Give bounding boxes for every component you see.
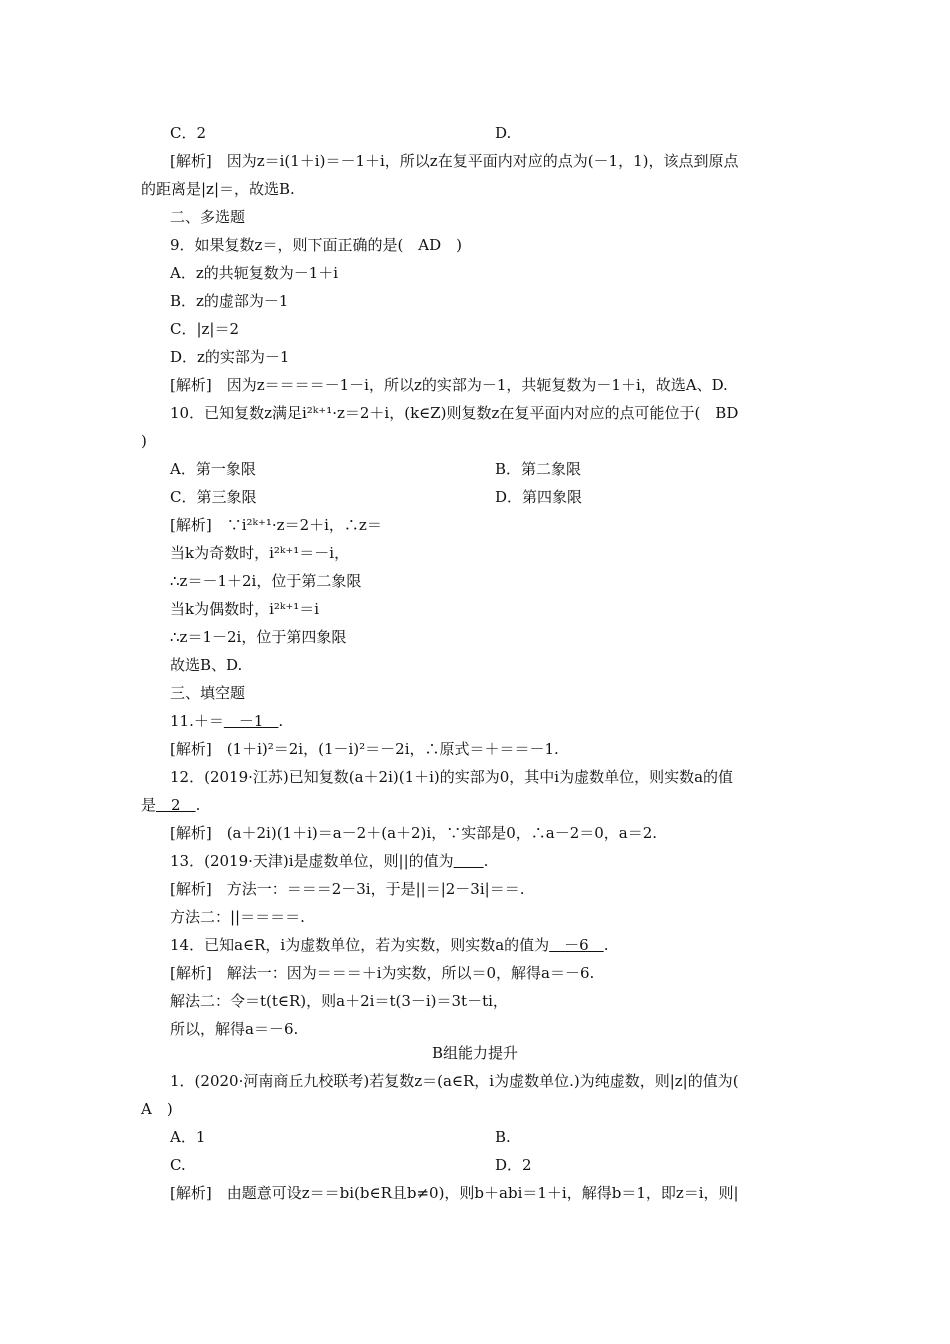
solution-line: 故选B、D. bbox=[170, 656, 243, 674]
question-10-cont: ) bbox=[141, 432, 147, 450]
option-b: B．z的虚部为－1 bbox=[170, 292, 289, 310]
option-a: A．第一象限 bbox=[170, 460, 256, 478]
solution-line: [解析] 因为z＝i(1＋i)＝－1＋i，所以z在复平面内对应的点为(－1，1)，该点到原点 bbox=[170, 152, 739, 170]
option-d: D. bbox=[495, 124, 512, 142]
option-c: C．第三象限 bbox=[170, 488, 257, 506]
option-b: B. bbox=[495, 1128, 511, 1146]
option-a: A．1 bbox=[170, 1128, 206, 1146]
section-heading: 二、多选题 bbox=[170, 208, 246, 226]
solution-line: [解析] 由题意可设z＝＝bi(b∈R且b≠0)，则b＋abi＝1＋i，解得b＝1，即z＝i，则| bbox=[170, 1184, 739, 1202]
solution-line: [解析] (1＋i)²＝2i，(1－i)²＝－2i，∴原式＝＋＝＝－1. bbox=[170, 740, 559, 758]
answer-blank: 2 bbox=[156, 796, 196, 814]
answer-blank: －6 bbox=[549, 936, 604, 954]
punct: . bbox=[483, 852, 489, 870]
punct: . bbox=[195, 796, 201, 814]
solution-line: 解法二：令＝t(t∈R)，则a＋2i＝t(3－i)＝3t－ti， bbox=[170, 992, 508, 1010]
option-c: C．|z|＝2 bbox=[170, 320, 240, 338]
question-b1-cont: A ) bbox=[141, 1100, 173, 1118]
solution-line: ∴z＝1－2i，位于第四象限 bbox=[170, 628, 347, 646]
group-heading: B组能力提升 bbox=[431, 1044, 519, 1062]
solution-line: ∴z＝－1＋2i，位于第二象限 bbox=[170, 572, 362, 590]
question-13 bbox=[170, 851, 488, 871]
solution-line: [解析] 方法一：＝＝＝2－3i，于是||＝|2－3i|＝＝. bbox=[170, 880, 525, 898]
punct: . bbox=[278, 712, 284, 730]
option-b: B．第二象限 bbox=[495, 460, 582, 478]
option-c: C．2 bbox=[170, 124, 207, 142]
answer-blank: －1 bbox=[223, 712, 279, 730]
solution-line: [解析] 解法一：因为＝＝＝＋i为实数，所以＝0，解得a＝－6. bbox=[170, 964, 595, 982]
solution-line: 方法二：||＝＝＝＝. bbox=[170, 908, 305, 926]
solution-line: [解析] 因为z＝＝＝＝－1－i，所以z的实部为－1，共轭复数为－1＋i，故选A、D. bbox=[170, 376, 728, 394]
solution-line: 当k为偶数时，i²ᵏ⁺¹＝i bbox=[170, 600, 320, 618]
solution-line: [解析] ∵i²ᵏ⁺¹·z＝2＋i，∴z＝ bbox=[170, 516, 382, 534]
option-d: D．2 bbox=[495, 1156, 532, 1174]
solution-line: [解析] (a＋2i)(1＋i)＝a－2＋(a＋2)i，∵实部是0，∴a－2＝0，a＝2. bbox=[170, 824, 658, 842]
option-a: A．z的共轭复数为－1＋i bbox=[170, 264, 339, 282]
question-9: 9．如果复数z＝，则下面正确的是( AD ) bbox=[170, 236, 463, 254]
punct: . bbox=[603, 936, 609, 954]
solution-line: 当k为奇数时，i²ᵏ⁺¹＝－i， bbox=[170, 544, 350, 562]
question-text: 14．已知a∈R，i为虚数单位，若为实数，则实数a的值为 bbox=[170, 936, 550, 954]
question-text: 11.＋＝ bbox=[170, 712, 224, 730]
option-d: D．z的实部为－1 bbox=[170, 348, 290, 366]
option-c: C. bbox=[170, 1156, 186, 1174]
solution-line: 所以，解得a＝－6. bbox=[170, 1020, 299, 1038]
question-b1: 1．(2020·河南商丘九校联考)若复数z＝(a∈R，i为虚数单位.)为纯虚数，则|z|的值为( bbox=[170, 1072, 739, 1090]
question-10: 10．已知复数z满足i²ᵏ⁺¹·z＝2＋i，(k∈Z)则复数z在复平面内对应的点可能位于( BD bbox=[170, 404, 739, 422]
section-heading: 三、填空题 bbox=[170, 684, 246, 702]
question-14 bbox=[170, 935, 609, 955]
question-12: 12．(2019·江苏)已知复数(a＋2i)(1＋i)的实部为0，其中i为虚数单位，则实数a的值 bbox=[170, 768, 734, 786]
question-text: 是 bbox=[141, 796, 157, 814]
option-d: D．第四象限 bbox=[495, 488, 583, 506]
question-12-cont bbox=[141, 795, 200, 815]
answer-blank bbox=[454, 852, 484, 870]
question-11 bbox=[170, 711, 283, 731]
question-text: 13．(2019·天津)i是虚数单位，则||的值为 bbox=[170, 852, 454, 870]
solution-line: 的距离是|z|＝，故选B. bbox=[141, 180, 295, 198]
